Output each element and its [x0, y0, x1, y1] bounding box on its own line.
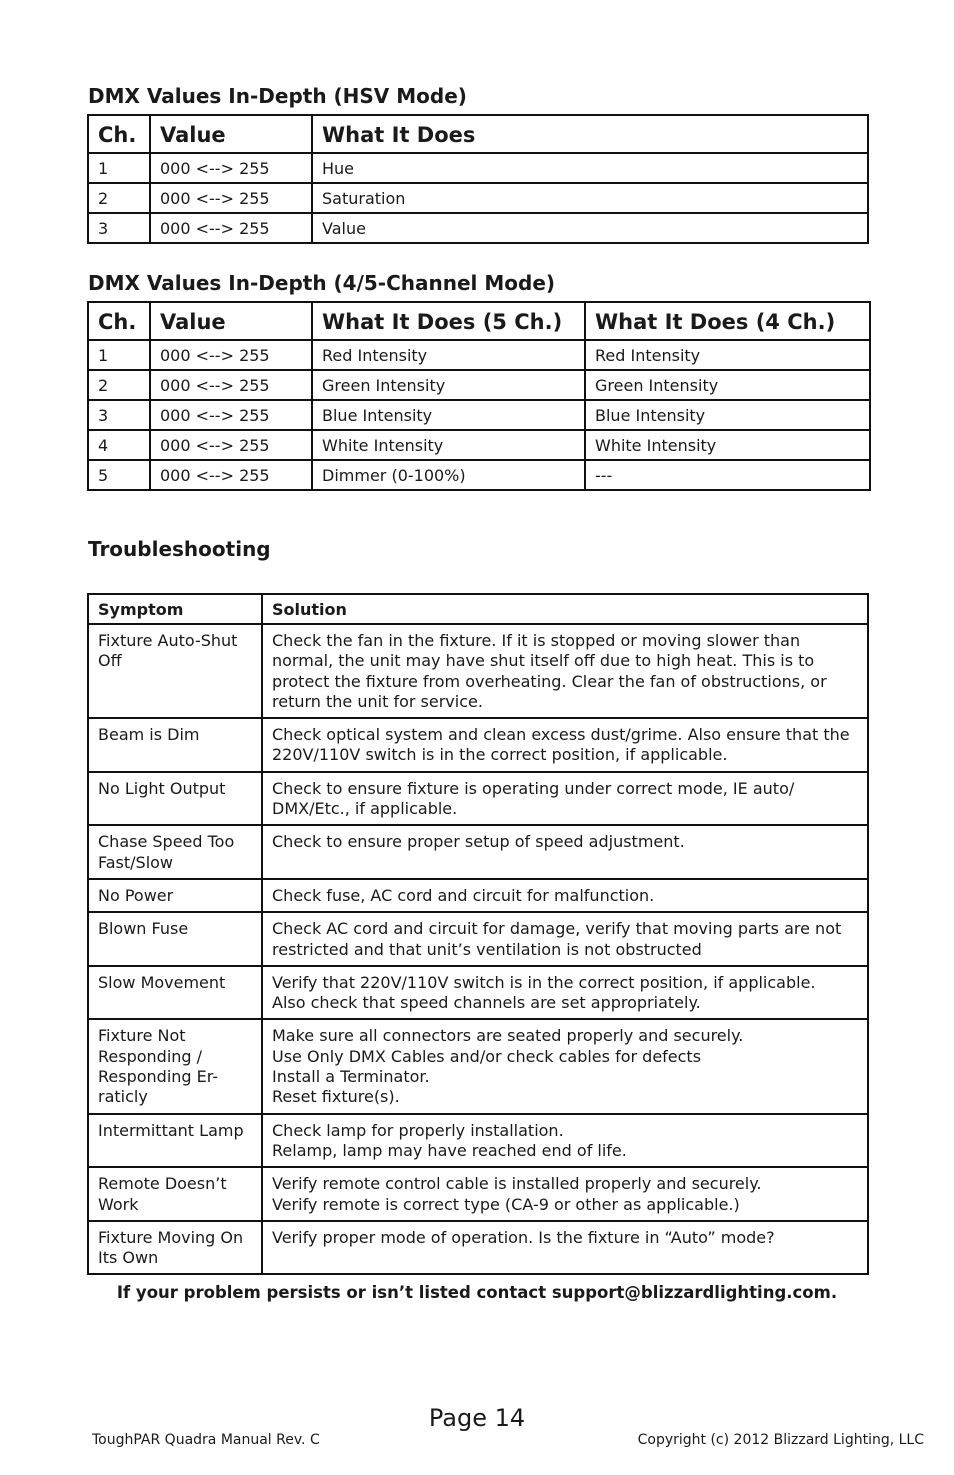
table-row [88, 1114, 868, 1168]
table-cell: Check the fan in the fixture. If it is stopped or moving slower than normal, the unit may have shut itself off due to high heat. This is to protect the fixture from overheating. Clear the fan of obstructions, or return the unit for service. [262, 624, 868, 718]
table-cell: 3 [88, 213, 150, 243]
table-cell: Check to ensure fixture is operating under correct mode, IE auto/ DMX/Etc., if applicable. [262, 772, 868, 826]
table-row [88, 400, 870, 430]
column-header: Ch. [88, 302, 150, 340]
column-header: Solution [262, 594, 868, 624]
hsv-table [87, 114, 869, 244]
table-cell: Remote Doesn’t Work [88, 1167, 262, 1221]
column-header: Ch. [88, 115, 150, 153]
header-row [88, 594, 868, 624]
table-cell: 1 [88, 340, 150, 370]
table-cell: No Power [88, 879, 262, 912]
table-cell: 4 [88, 430, 150, 460]
table-cell: 000 <--> 255 [150, 340, 312, 370]
table-cell: Check AC cord and circuit for damage, verify that moving parts are not restricted and that unit’s ventilation is not obstructed [262, 912, 868, 966]
channel-section-title: DMX Values In-Depth (4/5-Channel Mode) [88, 271, 556, 295]
column-header: Value [150, 115, 312, 153]
table-cell: Verify remote control cable is installed properly and securely. Verify remote is correct type (CA-9 or other as applicable.) [262, 1167, 868, 1221]
hsv-table-body [88, 115, 868, 243]
table-cell: Fixture Not Responding / Responding Er-raticly [88, 1019, 262, 1113]
table-row [88, 1221, 868, 1275]
table-cell: Check fuse, AC cord and circuit for malfunction. [262, 879, 868, 912]
column-header: Value [150, 302, 312, 340]
support-contact-note: If your problem persists or isn’t listed contact support@blizzardlighting.com. [116, 1283, 838, 1302]
table-cell: Red Intensity [585, 340, 870, 370]
table-cell: Verify that 220V/110V switch is in the correct position, if applicable. Also check that speed channels are set appropriately. [262, 966, 868, 1020]
header-row [88, 302, 870, 340]
table-cell: 3 [88, 400, 150, 430]
troubleshooting-title: Troubleshooting [88, 537, 271, 561]
table-row [88, 153, 868, 183]
table-cell: Value [312, 213, 868, 243]
table-cell: Hue [312, 153, 868, 183]
table-cell: No Light Output [88, 772, 262, 826]
table-cell: Blown Fuse [88, 912, 262, 966]
channel-table [87, 301, 871, 491]
table-cell: Verify proper mode of operation. Is the fixture in “Auto” mode? [262, 1221, 868, 1275]
footer-copyright: Copyright (c) 2012 Blizzard Lighting, LLC [637, 1432, 924, 1448]
table-cell: 000 <--> 255 [150, 370, 312, 400]
table-row [88, 213, 868, 243]
table-row [88, 370, 870, 400]
table-row [88, 430, 870, 460]
table-cell: Chase Speed Too Fast/Slow [88, 825, 262, 879]
table-cell: Check optical system and clean excess dust/grime. Also ensure that the 220V/110V switch is in the correct position, if applicable. [262, 718, 868, 772]
table-cell: 2 [88, 183, 150, 213]
column-header: What It Does [312, 115, 868, 153]
table-cell: Slow Movement [88, 966, 262, 1020]
table-cell: Green Intensity [312, 370, 585, 400]
hsv-section-title: DMX Values In-Depth (HSV Mode) [88, 84, 467, 108]
table-cell: Fixture Moving On Its Own [88, 1221, 262, 1275]
table-row [88, 879, 868, 912]
table-cell: Saturation [312, 183, 868, 213]
table-cell: 1 [88, 153, 150, 183]
table-cell: Beam is Dim [88, 718, 262, 772]
troubleshooting-table [87, 593, 869, 1275]
table-cell: Fixture Auto-Shut Off [88, 624, 262, 718]
table-row [88, 718, 868, 772]
table-cell: Blue Intensity [312, 400, 585, 430]
table-cell: 000 <--> 255 [150, 183, 312, 213]
footer-manual-title: ToughPAR Quadra Manual Rev. C [92, 1432, 320, 1448]
table-cell: Red Intensity [312, 340, 585, 370]
table-row [88, 183, 868, 213]
table-cell: 000 <--> 255 [150, 400, 312, 430]
channel-table-body [88, 302, 870, 490]
table-cell: White Intensity [312, 430, 585, 460]
table-row [88, 825, 868, 879]
table-cell: 000 <--> 255 [150, 213, 312, 243]
page-number: Page 14 [428, 1404, 526, 1432]
table-cell: 2 [88, 370, 150, 400]
table-row [88, 1019, 868, 1113]
table-row [88, 1167, 868, 1221]
table-cell: Make sure all connectors are seated properly and securely. Use Only DMX Cables and/or check cables for defects Install a Terminator. Reset fixture(s). [262, 1019, 868, 1113]
table-row [88, 772, 868, 826]
table-row [88, 966, 868, 1020]
table-cell: Check lamp for properly installation. Relamp, lamp may have reached end of life. [262, 1114, 868, 1168]
table-cell: --- [585, 460, 870, 490]
table-cell: 000 <--> 255 [150, 153, 312, 183]
table-cell: 000 <--> 255 [150, 460, 312, 490]
table-cell: Intermittant Lamp [88, 1114, 262, 1168]
table-row [88, 340, 870, 370]
column-header: What It Does (4 Ch.) [585, 302, 870, 340]
table-cell: 5 [88, 460, 150, 490]
table-cell: 000 <--> 255 [150, 430, 312, 460]
header-row [88, 115, 868, 153]
table-cell: Green Intensity [585, 370, 870, 400]
table-cell: Dimmer (0-100%) [312, 460, 585, 490]
troubleshooting-table-body [88, 594, 868, 1274]
table-row [88, 624, 868, 718]
table-row [88, 912, 868, 966]
table-row [88, 460, 870, 490]
table-cell: Blue Intensity [585, 400, 870, 430]
table-cell: Check to ensure proper setup of speed adjustment. [262, 825, 868, 879]
column-header: Symptom [88, 594, 262, 624]
table-cell: White Intensity [585, 430, 870, 460]
column-header: What It Does (5 Ch.) [312, 302, 585, 340]
